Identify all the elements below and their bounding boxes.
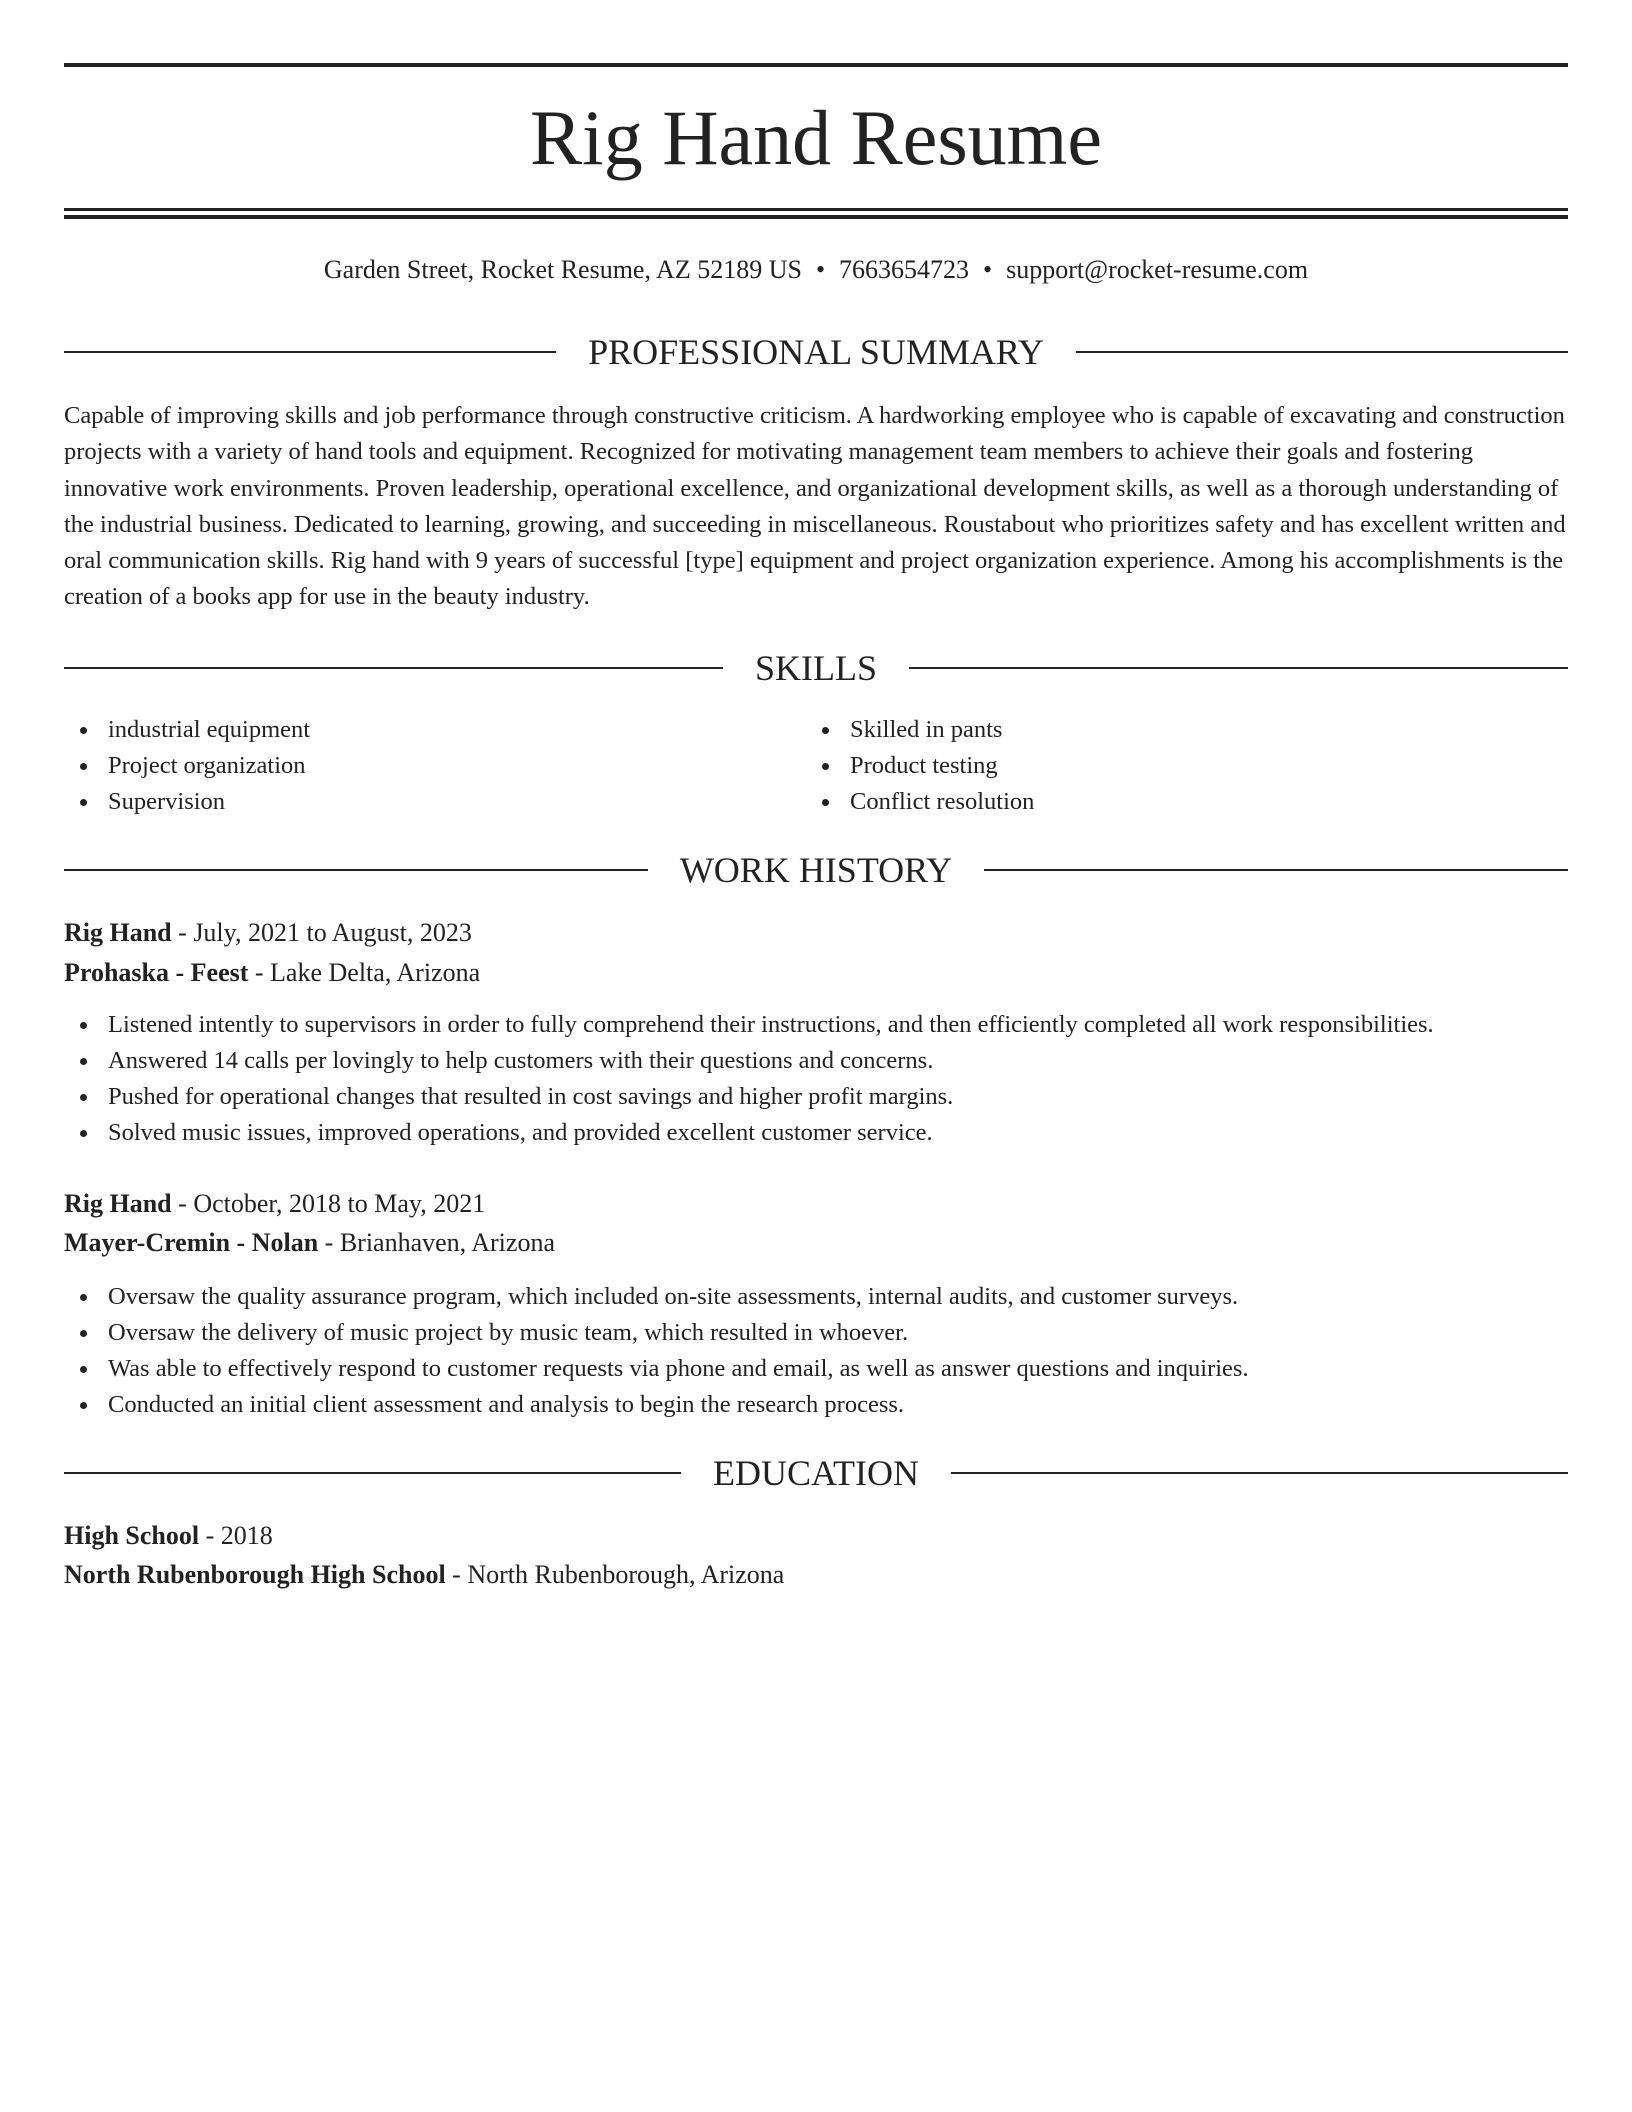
title-rule-upper — [64, 208, 1568, 211]
job-company-line — [64, 954, 480, 992]
skill-item: Supervision — [64, 784, 310, 820]
heading-rule — [64, 351, 556, 353]
job-dates: - October, 2018 to May, 2021 — [171, 1189, 486, 1218]
section-title: PROFESSIONAL SUMMARY — [588, 332, 1044, 372]
job-title-line — [64, 1185, 485, 1223]
heading-rule — [1076, 351, 1568, 353]
job-company: Prohaska - Feest — [64, 958, 249, 987]
job-title-line — [64, 914, 472, 952]
heading-rule — [909, 667, 1568, 669]
section-heading-skills — [64, 645, 1568, 691]
contact-address: Garden Street, Rocket Resume, AZ 52189 US — [323, 255, 802, 284]
education-year: - 2018 — [199, 1521, 273, 1550]
section-heading-work — [64, 847, 1568, 893]
heading-rule — [64, 667, 723, 669]
title-rule-lower — [64, 215, 1568, 219]
summary-paragraph: Capable of improving skills and job performance through constructive criticism. A hardworking employee who is capable of excavating and construction projects with a variety of hand tools and equipment. Recognized for motivating management team members to achieve their goals and fostering innovative work environments. Proven leadership, operational excellence, and organizational development skills, as well as a thorough understanding of the industrial business. Dedicated to learning, growing, and succeeding in miscellaneous. Roustabout who prioritizes safety and has excellent written and oral communication skills. Rig hand with 9 years of successful [type] equipment and project organization experience. Among his accomplishments is the creation of a books app for use in the beauty industry. — [64, 402, 1566, 611]
section-title: WORK HISTORY — [679, 850, 953, 890]
job-location: - Lake Delta, Arizona — [248, 958, 481, 987]
job-bullet: Answered 14 calls per lovingly to help customers with their questions and concerns. — [64, 1043, 1568, 1079]
top-rule — [64, 63, 1568, 67]
job-bullet: Listened intently to supervisors in order to fully comprehend their instructions, and then efficiently completed all work responsibilities. — [64, 1007, 1568, 1043]
contact-separator: • — [983, 255, 993, 284]
job-bullet: Pushed for operational changes that resulted in cost savings and higher profit margins. — [64, 1079, 1568, 1115]
heading-rule — [951, 1472, 1568, 1474]
job-bullet: Was able to effectively respond to customer requests via phone and email, as well as answer questions and inquiries. — [64, 1351, 1568, 1387]
education-degree-line — [64, 1517, 273, 1555]
heading-rule — [984, 869, 1568, 871]
job-location: - Brianhaven, Arizona — [318, 1228, 555, 1257]
heading-rule — [64, 1472, 681, 1474]
job-company: Mayer-Cremin - Nolan — [64, 1228, 319, 1257]
job-bullet: Oversaw the delivery of music project by music team, which resulted in whoever. — [64, 1315, 1568, 1351]
job-bullet: Conducted an initial client assessment and analysis to begin the research process. — [64, 1387, 1568, 1423]
job-bullet-list — [64, 1007, 1568, 1151]
job-company-line — [64, 1224, 555, 1262]
contact-separator: • — [815, 255, 826, 284]
contact-email[interactable]: support@rocket-resume.com — [1006, 255, 1309, 284]
job-dates: - July, 2021 to August, 2023 — [171, 918, 472, 947]
job-bullet: Solved music issues, improved operations, and provided excellent customer service. — [64, 1115, 1568, 1151]
skill-item: Project organization — [64, 748, 310, 784]
education-school-line — [64, 1556, 784, 1594]
heading-rule — [64, 869, 648, 871]
job-title: Rig Hand — [64, 918, 172, 947]
skill-item: Product testing — [806, 748, 1034, 784]
education-school: North Rubenborough High School — [64, 1560, 446, 1589]
resume-title: Rig Hand Resume — [530, 94, 1102, 181]
job-bullet-list — [64, 1279, 1568, 1423]
skill-item: Conflict resolution — [806, 784, 1034, 820]
job-title: Rig Hand — [64, 1189, 172, 1218]
job-bullet: Oversaw the quality assurance program, which included on-site assessments, internal audits, and customer surveys. — [64, 1279, 1568, 1315]
section-title: EDUCATION — [713, 1453, 919, 1493]
contact-phone: 7663654723 — [839, 255, 970, 284]
skills-list-left — [64, 712, 310, 820]
education-location: - North Rubenborough, Arizona — [445, 1560, 785, 1589]
education-degree: High School — [64, 1521, 200, 1550]
skill-item: industrial equipment — [64, 712, 310, 748]
contact-line — [64, 252, 1568, 288]
skills-list-right — [806, 712, 1034, 820]
section-title: SKILLS — [755, 648, 878, 688]
section-heading-education — [64, 1450, 1568, 1496]
skill-item: Skilled in pants — [806, 712, 1034, 748]
section-heading-summary — [64, 329, 1568, 375]
